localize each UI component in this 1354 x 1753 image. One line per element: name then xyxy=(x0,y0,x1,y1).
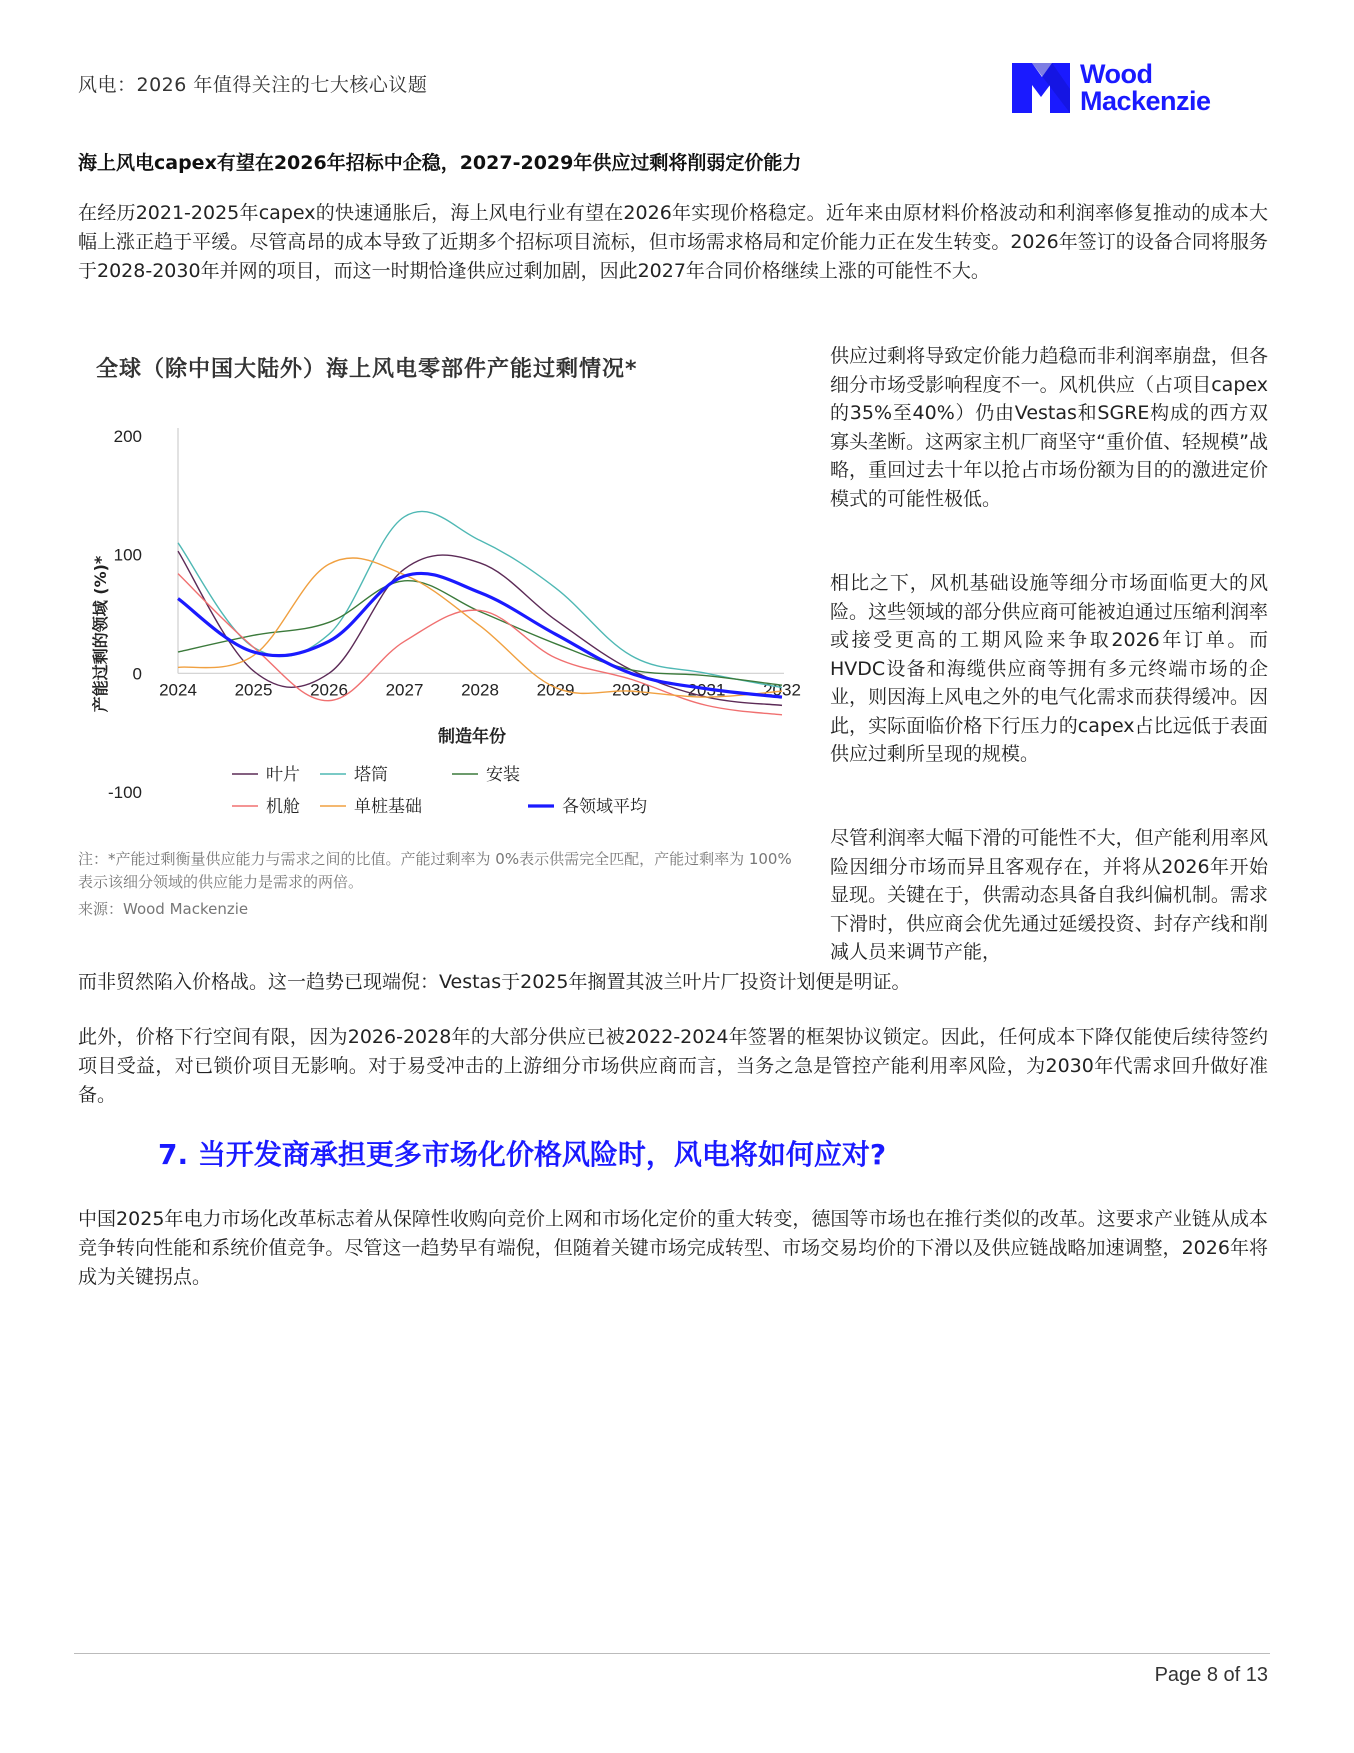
legend-label: 塔筒 xyxy=(354,765,388,785)
legend-label: 机舱 xyxy=(266,797,300,817)
legend-label: 各领域平均 xyxy=(562,797,647,817)
y-tick-label: -100 xyxy=(107,783,142,802)
x-tick-label: 2030 xyxy=(612,680,650,700)
x-tick-label: 2027 xyxy=(385,680,424,700)
x-tick-label: 2025 xyxy=(234,680,273,700)
x-tick-label: 2031 xyxy=(687,680,726,700)
section-heading: 海上风电capex有望在2026年招标中企稳，2027-2029年供应过剩将削弱定价能力 xyxy=(78,152,802,174)
logo-line-1: Wood xyxy=(1080,59,1153,89)
logo-line-2: Mackenzie xyxy=(1080,86,1211,116)
x-tick-label: 2026 xyxy=(310,680,348,700)
page-number: Page 8 of 13 xyxy=(1154,1664,1268,1686)
y-tick-label: 100 xyxy=(113,545,142,565)
chart-source: 来源：Wood Mackenzie xyxy=(78,900,249,918)
right-paragraph-2: 相比之下，风机基础设施等细分市场面临更大的风险。这些领域的部分供应商可能被迫通过压缩利润率或接受更高的工期风险来争取2026年订单。而HVDC设备和海缆供应商等拥有多元终端市场的企业，则因海上风电之外的电气化需求而获得缓冲。因此，实际面临价格下行压力的capex占比远低于表面供应过剩所呈现的规模。 xyxy=(830,572,1268,765)
y-tick-label: 0 xyxy=(132,664,142,684)
x-axis-label: 制造年份 xyxy=(438,727,506,747)
legend-label: 安装 xyxy=(486,765,520,785)
overcapacity-line-chart xyxy=(78,420,808,820)
legend-label: 单桩基础 xyxy=(354,797,422,817)
right-paragraph-3: 尽管利润率大幅下滑的可能性不大，但产能利用率风险因细分市场而异且客观存在，并将从2026年开始显现。关键在于，供需动态具备自我纠偏机制。需求下滑时，供应商会优先通过延缓投资、封存产线和削减人员来调节产能， xyxy=(830,827,1268,963)
chart-note: 注：*产能过剩衡量供应能力与需求之间的比值。产能过剩率为 0%表示供需完全匹配，产能过剩率为 100%表示该细分领域的供应能力是需求的两倍。 xyxy=(78,850,792,891)
continuation-paragraph: 而非贸然陷入价格战。这一趋势已现端倪：Vestas于2025年搁置其波兰叶片厂投资计划便是明证。 xyxy=(78,971,911,993)
x-tick-label: 2024 xyxy=(159,680,197,700)
wood-mackenzie-logo xyxy=(1012,59,1234,116)
x-tick-label: 2029 xyxy=(536,680,575,700)
x-tick-label: 2032 xyxy=(763,680,801,700)
legend-label: 叶片 xyxy=(266,765,300,785)
right-paragraph-1: 供应过剩将导致定价能力趋稳而非利润率崩盘，但各细分市场受影响程度不一。风机供应（占项目capex的35%至40%）仍由Vestas和SGRE构成的西方双寡头垄断。这两家主机厂商坚守“重价值、轻规模”战略，重回过去十年以抢占市场份额为目的的激进定价模式的可能性极低。 xyxy=(830,345,1268,510)
chart-legend xyxy=(232,765,647,817)
header-title: 风电：2026 年值得关注的七大核心议题 xyxy=(78,74,428,96)
chart-title: 全球（除中国大陆外）海上风电零部件产能过剩情况* xyxy=(96,357,638,382)
section-7-body: 中国2025年电力市场化改革标志着从保障性收购向竞价上网和市场化定价的重大转变，德国等市场也在推行类似的改革。这要求产业链从成本竞争转向性能和系统价值竞争。尽管这一趋势早有端倪，但随着关键市场完成转型、市场交易均价的下滑以及供应链战略加速调整，2026年将成为关键拐点。 xyxy=(78,1208,1268,1288)
intro-paragraph: 在经历2021-2025年capex的快速通胀后，海上风电行业有望在2026年实现价格稳定。近年来由原材料价格波动和利润率修复推动的成本大幅上涨正趋于平缓。尽管高昂的成本导致了近期多个招标项目流标，但市场需求格局和定价能力正在发生转变。2026年签订的设备合同将服务于2028-2030年并网的项目，而这一时期恰逢供应过剩加剧，因此2027年合同价格继续上涨的可能性不大。 xyxy=(78,202,1268,282)
footer-divider xyxy=(74,1653,1270,1654)
y-tick-label: 200 xyxy=(113,427,142,446)
paragraph-2: 此外，价格下行空间有限，因为2026-2028年的大部分供应已被2022-2024年签署的框架协议锁定。因此，任何成本下降仅能使后续待签约项目受益，对已锁价项目无影响。对于易受冲击的上游细分市场供应商而言，当务之急是管控产能利用率风险，为2030年代需求回升做好准备。 xyxy=(78,1026,1268,1106)
section-7-heading: 7. 当开发商承担更多市场化价格风险时，风电将如何应对? xyxy=(158,1138,887,1171)
series-line xyxy=(178,581,782,686)
logo-mark-icon xyxy=(1012,63,1072,113)
y-axis-label: 产能过剩的领域 (%)* xyxy=(91,555,110,713)
x-tick-label: 2028 xyxy=(461,680,499,700)
